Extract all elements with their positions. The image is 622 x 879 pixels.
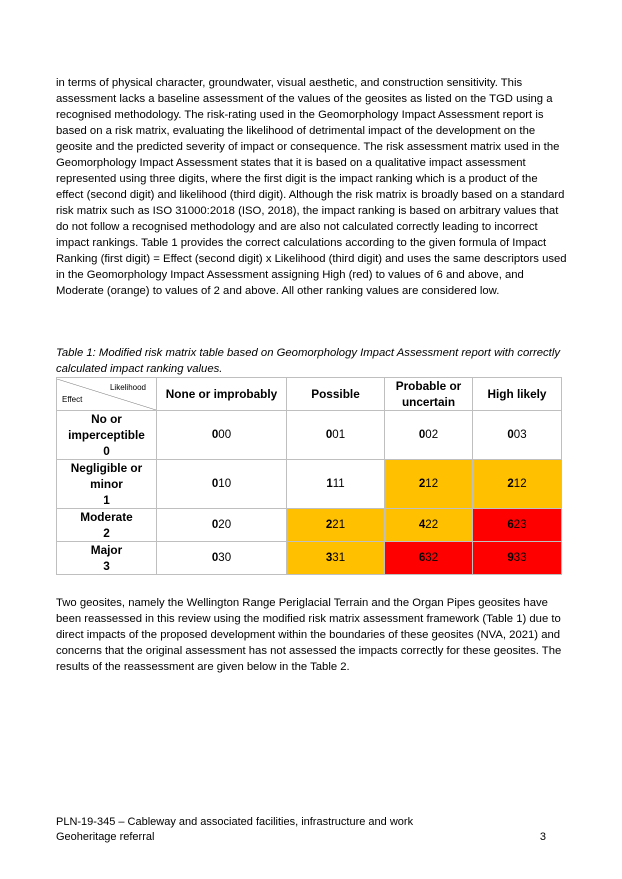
impact-ranking-digit: 6 <box>418 552 426 564</box>
table-caption: Table 1: Modified risk matrix table based on Geomorphology Impact Assessment report with correctly calculated impact ranking values. <box>56 347 560 375</box>
impact-cell-moderate <box>287 542 385 575</box>
effect-likelihood-digits: 23 <box>513 519 527 531</box>
impact-ranking-digit: 2 <box>418 478 426 490</box>
effect-likelihood-digits: 10 <box>218 478 232 490</box>
impact-ranking-digit: 9 <box>507 552 514 564</box>
impact-cell-high <box>473 542 562 575</box>
row-header <box>57 542 157 575</box>
table-row <box>57 542 562 575</box>
impact-cell-high <box>385 542 473 575</box>
row-number: 1 <box>103 493 110 507</box>
effect-likelihood-digits: 32 <box>425 552 439 564</box>
row-label: Moderate <box>80 510 133 524</box>
column-header: None or improbably <box>157 378 287 411</box>
reassessment-paragraph: Two geosites, namely the Wellington Range Periglacial Terrain and the Organ Pipes geosites have been reassessed in this review using the modified risk matrix assessment framework (Table 1) due to direct impacts of the proposed development within the boundaries of these geosites (NVA, 2021) and concerns that the original assessment has not assessed the impacts correctly for these geosites. The results of the reassessment are given below in the Table 2. <box>56 597 562 673</box>
impact-ranking-digit: 0 <box>418 429 426 441</box>
row-label: Major <box>90 543 123 557</box>
effect-likelihood-digits: 21 <box>332 519 346 531</box>
impact-cell-moderate <box>385 460 473 509</box>
effect-likelihood-digits: 02 <box>425 429 439 441</box>
effect-likelihood-digits: 11 <box>332 478 345 490</box>
risk-matrix-table <box>56 377 562 575</box>
effect-likelihood-digits: 01 <box>332 429 346 441</box>
effect-likelihood-digits: 20 <box>218 519 232 531</box>
row-number: 2 <box>103 526 110 540</box>
table-row <box>57 509 562 542</box>
effect-likelihood-digits: 12 <box>425 478 439 490</box>
impact-cell-moderate <box>473 460 562 509</box>
row-label: No or imperceptible <box>68 412 145 442</box>
impact-cell <box>287 460 385 509</box>
effect-likelihood-digits: 33 <box>513 552 527 564</box>
effect-likelihood-digits: 22 <box>425 519 439 531</box>
impact-ranking-digit: 0 <box>211 519 219 531</box>
row-number: 0 <box>103 444 110 458</box>
impact-ranking-digit: 6 <box>507 519 514 531</box>
row-number: 3 <box>103 559 110 573</box>
effect-likelihood-digits: 31 <box>332 552 346 564</box>
row-header <box>57 509 157 542</box>
impact-ranking-digit: 0 <box>211 429 219 441</box>
table-corner-cell <box>57 378 157 411</box>
footer-document-title: PLN-19-345 – Cableway and associated facilities, infrastructure and work <box>56 816 414 828</box>
column-header: Probable or uncertain <box>385 378 473 411</box>
impact-cell-high <box>473 509 562 542</box>
impact-cell <box>157 460 287 509</box>
effect-likelihood-digits: 30 <box>218 552 232 564</box>
impact-cell <box>287 411 385 460</box>
table-row <box>57 411 562 460</box>
page-footer <box>56 815 546 845</box>
impact-ranking-digit: 0 <box>211 478 219 490</box>
impact-ranking-digit: 0 <box>211 552 219 564</box>
impact-cell <box>157 509 287 542</box>
page-number: 3 <box>539 831 546 843</box>
impact-cell <box>157 411 287 460</box>
impact-cell <box>157 542 287 575</box>
impact-ranking-digit: 1 <box>326 478 333 490</box>
footer-document-subtitle: Geoheritage referral <box>56 831 155 843</box>
impact-ranking-digit: 2 <box>507 478 514 490</box>
impact-cell <box>473 411 562 460</box>
row-header <box>57 411 157 460</box>
impact-ranking-digit: 0 <box>325 429 333 441</box>
effect-likelihood-digits: 03 <box>513 429 527 441</box>
impact-cell <box>385 411 473 460</box>
impact-ranking-digit: 2 <box>325 519 333 531</box>
row-label: Negligible or minor <box>70 461 143 491</box>
impact-ranking-digit: 3 <box>325 552 333 564</box>
table-row <box>57 460 562 509</box>
corner-effect-label: Effect <box>62 394 83 404</box>
column-header: High likely <box>473 378 562 411</box>
intro-paragraph: in terms of physical character, groundwater, visual aesthetic, and construction sensitivity. This assessment lacks a baseline assessment of the values of the geosites as listed on the TGD using a recognised methodology. The risk-rating used in the Geomorphology Impact Assessment report is based on a risk matrix, evaluating the likelihood of detrimental impact of the development on the geosite and the predicted severity of impact or consequence. The risk assessment matrix used in the Geomorphology Impact Assessment states that it is based on a qualitative impact assessment represented using three digits, where the first digit is the impact ranking which is a product of the effect (second digit) and likelihood (third digit). Although the risk matrix is broadly based on a standard risk matrix such as ISO 31000:2018 (ISO, 2018), the impact ranking is based on arbitrary values that do not follow a recognised methodology and are also not calculated correctly leading to incorrect impact rankings. Table 1 provides the correct calculations according to the given formula of Impact Ranking (first digit) = Effect (second digit) x Likelihood (third digit) and uses the same descriptors used in the Geomorphology Impact Assessment assigning High (red) to values of 6 and above, and Moderate (orange) to values of 2 and above. All other ranking values are considered low. <box>56 77 567 297</box>
table-header-row <box>57 378 562 411</box>
corner-likelihood-label: Likelihood <box>109 382 146 392</box>
effect-likelihood-digits: 12 <box>513 478 527 490</box>
impact-ranking-digit: 0 <box>507 429 514 441</box>
effect-likelihood-digits: 00 <box>218 429 232 441</box>
impact-cell-moderate <box>385 509 473 542</box>
impact-ranking-digit: 4 <box>418 519 426 531</box>
impact-cell-moderate <box>287 509 385 542</box>
column-header: Possible <box>287 378 385 411</box>
row-header <box>57 460 157 509</box>
